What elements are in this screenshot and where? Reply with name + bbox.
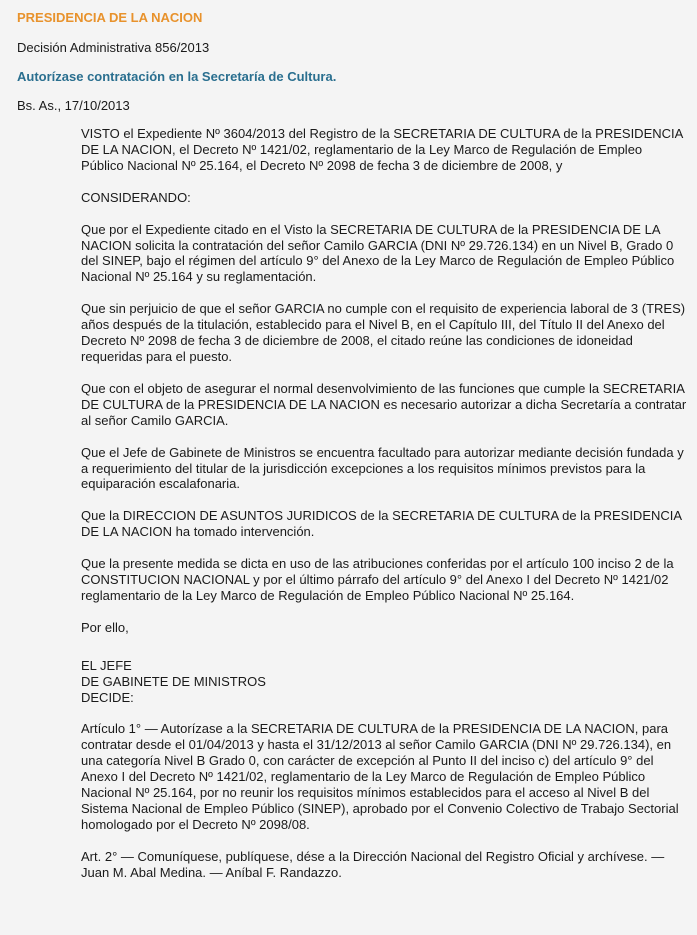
date-line: Bs. As., 17/10/2013	[17, 98, 130, 113]
document-header	[17, 10, 687, 114]
signer-line: DE GABINETE DE MINISTROS	[81, 673, 266, 689]
article-2: Art. 2° — Comuníquese, publíquese, dése a la Dirección Nacional del Registro Oficial y archívese. — Juan M. Abal Medina. — Aníbal F. Randazzo.	[81, 848, 665, 880]
por-ello: Por ello,	[81, 619, 129, 635]
decision-number: Decisión Administrativa 856/2013	[17, 40, 210, 55]
org-title: PRESIDENCIA DE LA NACION	[17, 10, 203, 25]
document-body	[81, 126, 687, 897]
decide-heading: DECIDE:	[81, 689, 134, 705]
considerando-paragraph: Que la presente medida se dicta en uso de las atribuciones conferidas por el artículo 100 inciso 2 de la CONSTITUCION NACIONAL y por el último párrafo del artículo 9° del Anexo I del Decreto Nº 1421/02 reglamentario de la Ley Marco de Regulación de Empleo Público Nacional Nº 25.164.	[81, 556, 674, 603]
spacer	[81, 636, 687, 658]
considerando-paragraph: Que por el Expediente citado en el Visto la SECRETARIA DE CULTURA de la PRESIDENCIA DE LA NACION solicita la contratación del señor Camilo GARCIA (DNI Nº 29.726.134) en un Nivel B, Grado 0 del SINEP, bajo el régimen del artículo 9° del Anexo de la Ley Marco de Regulación de Empleo Público Nacional Nº 25.164 y su reglamentación.	[81, 221, 675, 285]
considerando-paragraph: Que con el objeto de asegurar el normal desenvolvimiento de las funciones que cumple la SECRETARIA DE CULTURA de la PRESIDENCIA DE LA NACION es necesario autorizar a dicha Secretaría a contratar al señor Camilo GARCIA.	[81, 380, 687, 428]
considerando-paragraph: Que la DIRECCION DE ASUNTOS JURIDICOS de la SECRETARIA DE CULTURA de la PRESIDENCIA DE LA NACION ha tomado intervención.	[81, 508, 682, 540]
considerando-paragraph: Que sin perjuicio de que el señor GARCIA no cumple con el requisito de experiencia laboral de 3 (TRES) años después de la titulación, establecido para el Nivel B, en el Capítulo III, del Título II del Anexo del Decreto Nº 2098 de fecha 3 de diciembre de 2008, el citado reúne las condiciones de idoneidad requeridas para el puesto.	[81, 301, 686, 364]
considerando-heading: CONSIDERANDO:	[81, 189, 191, 205]
considerando-paragraph: Que el Jefe de Gabinete de Ministros se encuentra facultado para autorizar mediante decisión fundada y a requerimiento del titular de la jurisdicción excepciones a los requisitos mínimos previstos para la equiparación escalafonaria.	[81, 444, 684, 492]
visto-paragraph: VISTO el Expediente Nº 3604/2013 del Registro de la SECRETARIA DE CULTURA de la PRESIDENCIA DE LA NACION, el Decreto Nº 1421/02, reglamentario de la Ley Marco de Regulación de Empleo Público Nacional Nº 25.164, el Decreto Nº 2098 de fecha 3 de diciembre de 2008, y	[81, 126, 683, 173]
signer-line: EL JEFE	[81, 657, 132, 673]
decision-summary: Autorízase contratación en la Secretaría de Cultura.	[17, 69, 337, 84]
article-1: Artículo 1° — Autorízase a la SECRETARIA DE CULTURA de la PRESIDENCIA DE LA NACION, para contratar desde el 01/04/2013 y hasta el 31/12/2013 al señor Camilo GARCIA (DNI Nº 29.726.134), en una categoría Nivel B Grado 0, con carácter de excepción al Punto II del inciso c) del artículo 9° del Anexo I del Decreto Nº 1421/02, reglamentario de la Ley Marco de Regulación de Empleo Público Nacional Nº 25.164, por no reunir los requisitos mínimos establecidos para el acceso al Nivel B del Sistema Nacional de Empleo Público (SINEP), aprobado por el Convenio Colectivo de Trabajo Sectorial homologado por el Decreto Nº 2098/08.	[81, 721, 679, 832]
